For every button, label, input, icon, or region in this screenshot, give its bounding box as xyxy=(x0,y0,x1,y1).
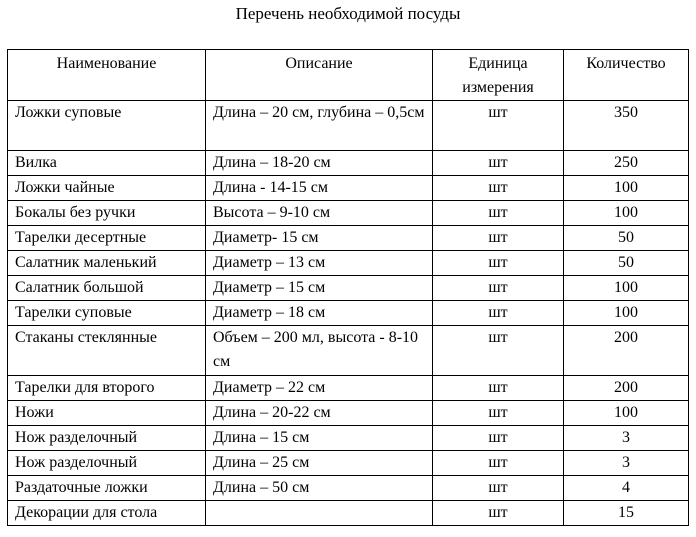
cell-unit: шт xyxy=(433,301,564,326)
cell-quantity: 15 xyxy=(564,501,689,526)
cell-name: Нож разделочный xyxy=(8,451,206,476)
cell-quantity: 50 xyxy=(564,226,689,251)
cell-quantity: 4 xyxy=(564,476,689,501)
cell-unit: шт xyxy=(433,101,564,151)
cell-unit: шт xyxy=(433,501,564,526)
cell-quantity: 3 xyxy=(564,451,689,476)
cell-quantity: 100 xyxy=(564,176,689,201)
cell-name: Ножи xyxy=(8,401,206,426)
cell-name: Бокалы без ручки xyxy=(8,201,206,226)
cell-name: Тарелки суповые xyxy=(8,301,206,326)
cell-description: Длина - 14-15 см xyxy=(206,176,433,201)
cell-name: Раздаточные ложки xyxy=(8,476,206,501)
cell-description: Длина – 20-22 см xyxy=(206,401,433,426)
cell-quantity: 200 xyxy=(564,376,689,401)
cell-unit: шт xyxy=(433,476,564,501)
cell-quantity: 50 xyxy=(564,251,689,276)
cell-quantity: 3 xyxy=(564,426,689,451)
cell-name: Тарелки для второго xyxy=(8,376,206,401)
cell-name: Салатник маленький xyxy=(8,251,206,276)
cell-unit: шт xyxy=(433,426,564,451)
table-row xyxy=(8,476,689,501)
cell-unit: шт xyxy=(433,401,564,426)
cell-quantity: 100 xyxy=(564,276,689,301)
cell-unit: шт xyxy=(433,326,564,376)
table-row xyxy=(8,501,689,526)
cell-description: Диаметр- 15 см xyxy=(206,226,433,251)
cell-quantity: 250 xyxy=(564,151,689,176)
cell-description: Длина – 25 см xyxy=(206,451,433,476)
cell-description: Диаметр – 15 см xyxy=(206,276,433,301)
table-header-row xyxy=(8,50,689,101)
table-row xyxy=(8,326,689,376)
cell-name: Нож разделочный xyxy=(8,426,206,451)
cell-name: Стаканы стеклянные xyxy=(8,326,206,376)
header-name: Наименование xyxy=(8,50,206,101)
cell-description: Диаметр – 22 см xyxy=(206,376,433,401)
cell-quantity: 100 xyxy=(564,201,689,226)
table-row xyxy=(8,276,689,301)
cell-unit: шт xyxy=(433,176,564,201)
cell-description: Длина – 18-20 см xyxy=(206,151,433,176)
cell-unit: шт xyxy=(433,376,564,401)
header-unit: Единица измерения xyxy=(433,50,564,101)
table-row xyxy=(8,176,689,201)
cell-quantity: 200 xyxy=(564,326,689,376)
cell-unit: шт xyxy=(433,226,564,251)
cell-description: Высота – 9-10 см xyxy=(206,201,433,226)
table-row xyxy=(8,151,689,176)
cell-description: Длина – 15 см xyxy=(206,426,433,451)
table-row xyxy=(8,101,689,151)
table-row xyxy=(8,401,689,426)
table-row xyxy=(8,201,689,226)
cell-unit: шт xyxy=(433,451,564,476)
cell-description: Диаметр – 18 см xyxy=(206,301,433,326)
header-quantity: Количество xyxy=(564,50,689,101)
cell-description: Диаметр – 13 см xyxy=(206,251,433,276)
cell-unit: шт xyxy=(433,276,564,301)
cell-unit: шт xyxy=(433,151,564,176)
dishware-table xyxy=(7,49,689,526)
table-row xyxy=(8,426,689,451)
cell-quantity: 100 xyxy=(564,301,689,326)
cell-description: Объем – 200 мл, высота - 8-10 см xyxy=(206,326,433,376)
cell-quantity: 350 xyxy=(564,101,689,151)
table-row xyxy=(8,301,689,326)
cell-unit: шт xyxy=(433,201,564,226)
cell-description xyxy=(206,501,433,526)
table-row xyxy=(8,376,689,401)
header-description: Описание xyxy=(206,50,433,101)
cell-name: Ложки чайные xyxy=(8,176,206,201)
cell-name: Ложки суповые xyxy=(8,101,206,151)
cell-name: Тарелки десертные xyxy=(8,226,206,251)
cell-description: Длина – 20 см, глубина – 0,5см xyxy=(206,101,433,151)
cell-name: Вилка xyxy=(8,151,206,176)
cell-name: Декорации для стола xyxy=(8,501,206,526)
cell-name: Салатник большой xyxy=(8,276,206,301)
table-row xyxy=(8,251,689,276)
table-row xyxy=(8,451,689,476)
document-title: Перечень необходимой посуды xyxy=(235,4,461,23)
cell-quantity: 100 xyxy=(564,401,689,426)
cell-unit: шт xyxy=(433,251,564,276)
cell-description: Длина – 50 см xyxy=(206,476,433,501)
table-row xyxy=(8,226,689,251)
